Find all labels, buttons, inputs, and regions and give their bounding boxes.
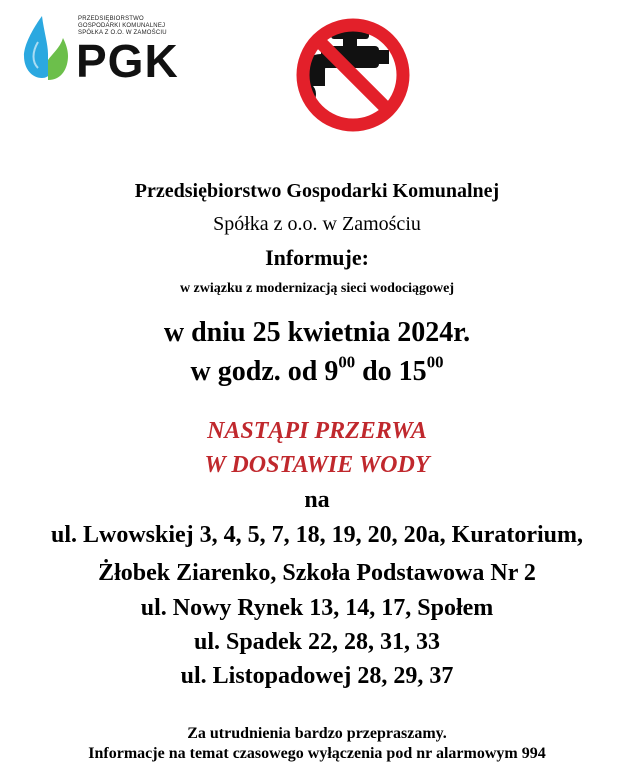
water-drop-leaf-icon xyxy=(18,14,70,84)
pgk-logo xyxy=(18,14,198,86)
street-line-1: ul. Lwowskiej 3, 4, 5, 7, 18, 19, 20, 20a, Kuratorium, xyxy=(50,522,583,548)
date-line: w dniu 25 kwietnia 2024r. xyxy=(163,317,471,348)
time-from-minutes: 00 xyxy=(338,352,356,372)
time-middle: do 15 xyxy=(355,356,427,387)
street-line-3: ul. Nowy Rynek 13, 14, 17, Społem xyxy=(140,595,494,621)
time-prefix: w godz. od 9 xyxy=(190,356,339,387)
reason-text: w związku z modernizacją sieci wodociągowej xyxy=(179,281,455,296)
logo-line-1: PRZEDSIĘBIORSTWO xyxy=(78,16,144,22)
apology-text: Za utrudnienia bardzo przepraszamy. xyxy=(187,725,447,742)
street-line-2: Żłobek Ziarenko, Szkoła Podstawowa Nr 2 xyxy=(98,560,536,586)
logo-brand: PGK xyxy=(76,35,179,87)
time-line xyxy=(0,352,634,388)
alert-line-2: W DOSTAWIE WODY xyxy=(204,452,430,478)
time-to-minutes: 00 xyxy=(426,352,444,372)
street-line-5: ul. Listopadowej 28, 29, 37 xyxy=(180,663,454,689)
on-word: na xyxy=(304,487,330,513)
company-form: Spółka z o.o. w Zamościu xyxy=(213,213,421,235)
info-text: Informacje na temat czasowego wyłączenia pod nr alarmowym 994 xyxy=(88,745,546,762)
company-name: Przedsiębiorstwo Gospodarki Komunalnej xyxy=(134,180,500,202)
no-water-tap-icon xyxy=(285,14,421,136)
logo-line-3: SPÓŁKA Z O.O. W ZAMOŚCIU xyxy=(78,30,167,36)
alert-line-1: NASTĄPI PRZERWA xyxy=(207,418,427,444)
logo-company-text xyxy=(78,16,167,37)
street-line-4: ul. Spadek 22, 28, 31, 33 xyxy=(193,629,441,655)
informs-heading: Informuje: xyxy=(265,245,369,270)
logo-line-2: GOSPODARKI KOMUNALNEJ xyxy=(78,23,166,29)
